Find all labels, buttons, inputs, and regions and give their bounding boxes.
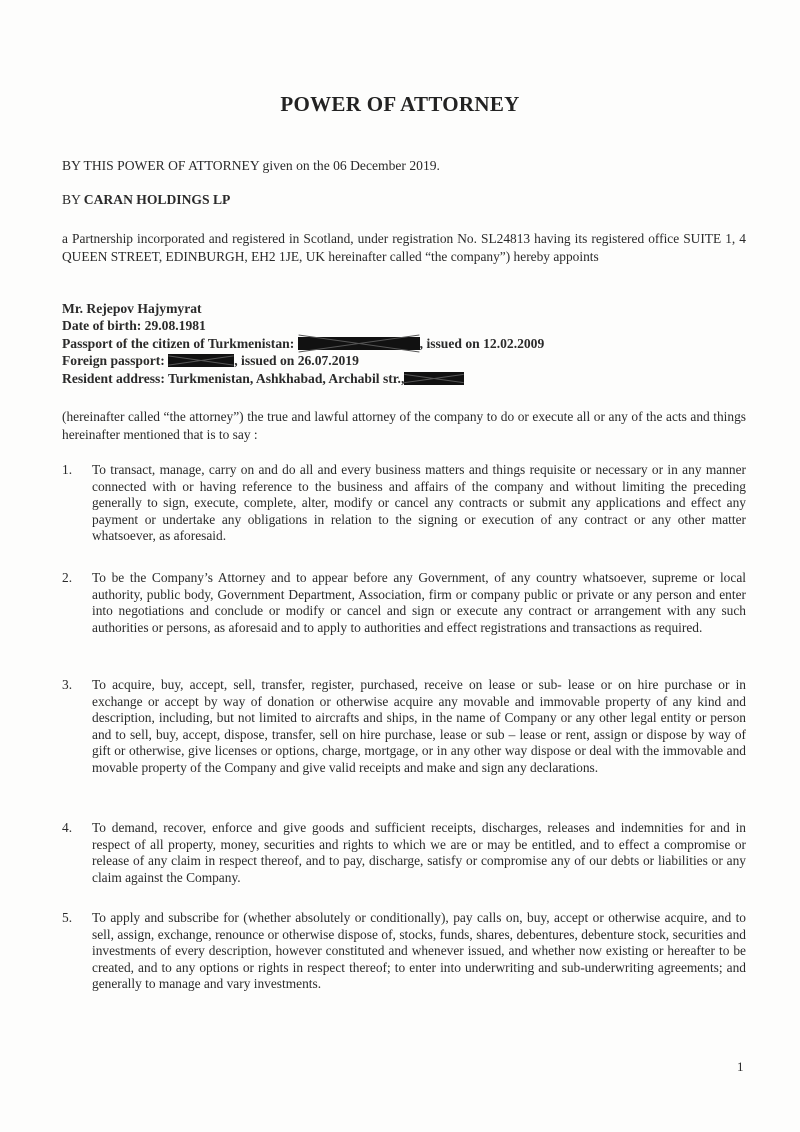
clause-item (62, 910, 746, 993)
attorney-details (62, 300, 662, 387)
clause-item (62, 820, 746, 886)
by-prefix: BY (62, 192, 81, 207)
document-title: POWER OF ATTORNEY (280, 92, 520, 116)
company-line (62, 192, 230, 208)
clause-number: 2. (62, 570, 73, 585)
foreign-passport-label: Foreign passport: (62, 353, 165, 369)
partnership-paragraph: a Partnership incorporated and registered in Scotland, under registration No. SL24813 having its registered office SUITE 1, 4 QUEEN STREET, EDINBURGH, EH2 1JE, UK hereinafter called “the company”) hereby appoints (62, 231, 746, 264)
foreign-passport-issued: , issued on 26.07.2019 (234, 353, 359, 369)
clause-text: To be the Company’s Attorney and to appear before any Government, of any country whatsoever, supreme or local authority, public body, Government Department, Association, firm or company public or private or any person and enter into negotiations and conclude or modify or cancel and sign or execute any contract or arrangement with any such authorities or persons, as aforesaid and to apply to authorities and effect registrations and transactions as required. (92, 570, 746, 635)
page-number: 1 (737, 1059, 744, 1074)
redaction-mark (168, 354, 234, 367)
clause-item (62, 462, 746, 545)
attorney-name: Mr. Rejepov Hajymyrat (62, 301, 202, 316)
clause-text: To transact, manage, carry on and do all and every business matters and things requisite or necessary or in any manner connected with or having reference to the business and affairs of the company and without limiting the preceding generally to sign, execute, complete, alter, modify or cancel any contracts or submit any applications and effect any payment or undertake any obligations in relation to the signing or execution of any contract or any other matter whatsoever, as aforesaid. (92, 462, 746, 544)
address-label: Resident address: Turkmenistan, Ashkhabad, Archabil str., (62, 370, 405, 386)
redaction-mark (404, 372, 464, 385)
company-name: CARAN HOLDINGS LP (83, 192, 231, 207)
attorney-passport (62, 335, 662, 352)
clause-text: To apply and subscribe for (whether absolutely or conditionally), pay calls on, buy, accept or otherwise acquire, and to sell, assign, exchange, renounce or otherwise dispose of, stocks, funds, shares, debentures, debenture stock, securities and investments of every description, however constituted and whenever issued, and whether now existing or hereafter to be created, and to any options or rights in respect thereof; to enter into underwriting and sub-underwriting agreements; and generally to manage and vary investments. (92, 910, 746, 992)
clause-number: 1. (62, 462, 73, 477)
clause-number: 3. (62, 677, 73, 692)
clause-item (62, 570, 746, 636)
redaction-mark (298, 337, 420, 350)
passport-label: Passport of the citizen of Turkmenistan: (62, 335, 295, 351)
passport-issued: , issued on 12.02.2009 (419, 335, 545, 351)
clause-number: 5. (62, 910, 73, 925)
clause-text: To demand, recover, enforce and give goods and sufficient receipts, discharges, releases and indemnities for and in respect of all property, money, securities and rights to which we are or may be entitled, and to effect a compromise or release of any claim in respect thereof, and to pay, discharge, satisfy or compromise any of our debts or liabilities or any claim against the Company. (92, 820, 746, 885)
clause-text: To acquire, buy, accept, sell, transfer, register, purchased, receive on lease or sub- lease or on hire purchase or in exchange or accept by way of donation or otherwise acquire any movable and immovable property of any kind and description, including, but not limited to aircrafts and ships, in the name of Company or any other legal entity or person and to sell, buy, accept, dispose, transfer, sell on hire purchase, lease or sub – lease or rent, assign or dispose by way of gift or otherwise, give licenses or options, charge, mortgage, or in any other way dispose or deal with the immovable and movable property of the Company and give valid receipts and make and sign any declarations. (92, 677, 746, 775)
attorney-foreign-passport (62, 352, 662, 369)
intro-line: BY THIS POWER OF ATTORNEY given on the 06 December 2019. (62, 158, 440, 173)
clause-item (62, 677, 746, 777)
hereinafter-paragraph: (hereinafter called “the attorney”) the true and lawful attorney of the company to do or execute all or any of the acts and things hereinafter mentioned that is to say : (62, 409, 746, 442)
attorney-address (62, 370, 662, 387)
attorney-dob: Date of birth: 29.08.1981 (62, 318, 206, 334)
clause-number: 4. (62, 820, 73, 835)
